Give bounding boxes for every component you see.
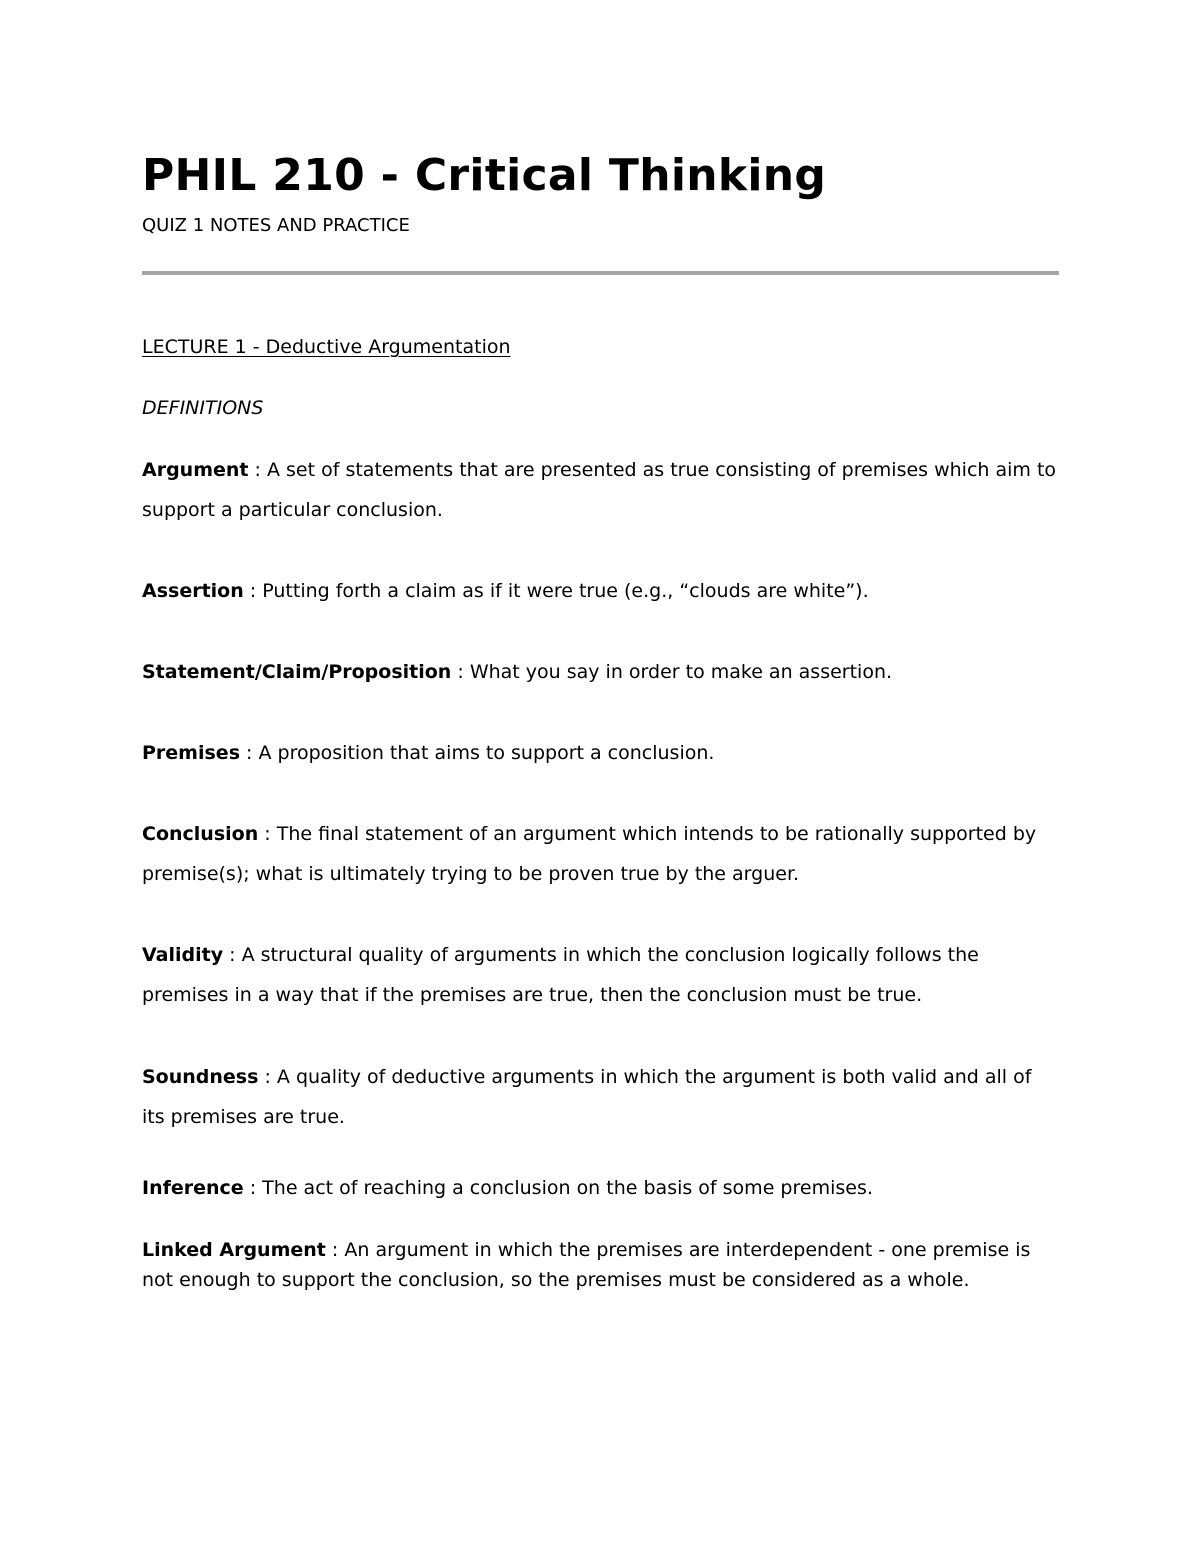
document-title: PHIL 210 - Critical Thinking [142,150,827,201]
definition-separator: : [223,944,242,966]
definition-separator: : [240,742,259,764]
definition-term: Validity [142,944,224,966]
definition-term: Inference [142,1177,244,1199]
definition-text: A proposition that aims to support a conclusion. [258,742,715,764]
definition-term: Argument [142,459,249,481]
definition-separator: : [243,580,263,602]
definition-text: A set of statements that are presented as true consisting of premises which aim to support a particular conclusion. [142,459,1057,521]
definition-text: What you say in order to make an assertion. [469,661,893,683]
definition-separator: : [325,1239,345,1261]
definition-text: A structural quality of arguments in which the conclusion logically follows the premises in a way that if the premises are true, then the conclusion must be true. [142,944,979,1006]
definition-separator: : [248,459,267,481]
section-heading: DEFINITIONS [142,397,264,419]
definition-statement [142,652,1060,692]
definition-term: Linked Argument [142,1239,326,1261]
definition-term: Conclusion [142,823,259,845]
definition-term: Soundness [142,1066,259,1088]
definition-argument [142,450,1060,530]
definition-text: The act of reaching a conclusion on the basis of some premises. [262,1177,873,1199]
definition-conclusion [142,814,1060,894]
lecture-heading: LECTURE 1 - Deductive Argumentation [142,336,511,358]
definition-text: A quality of deductive arguments in which the argument is both valid and all of its premises are true. [142,1066,1032,1128]
definition-term: Premises [142,742,240,764]
definition-term: Assertion [142,580,244,602]
definition-term: Statement/Claim/Proposition [142,661,452,683]
definition-text: An argument in which the premises are interdependent - one premise is not enough to support the conclusion, so the premises must be considered as a whole. [142,1239,1031,1291]
document-subtitle: QUIZ 1 NOTES AND PRACTICE [142,215,410,236]
definition-premises [142,733,1060,773]
definition-separator: : [258,823,277,845]
definition-validity [142,935,1060,1015]
definition-separator: : [258,1066,277,1088]
definition-separator: : [451,661,470,683]
definition-assertion [142,571,1060,611]
definition-linked-argument [142,1235,1060,1295]
horizontal-divider [142,271,1059,275]
definition-separator: : [243,1177,263,1199]
definition-soundness [142,1057,1060,1137]
definition-text: Putting forth a claim as if it were true (e.g., “clouds are white”). [262,580,869,602]
definition-text: The final statement of an argument which intends to be rationally supported by premise(s); what is ultimately trying to be proven true by the arguer. [142,823,1037,885]
definition-inference [142,1168,1060,1208]
